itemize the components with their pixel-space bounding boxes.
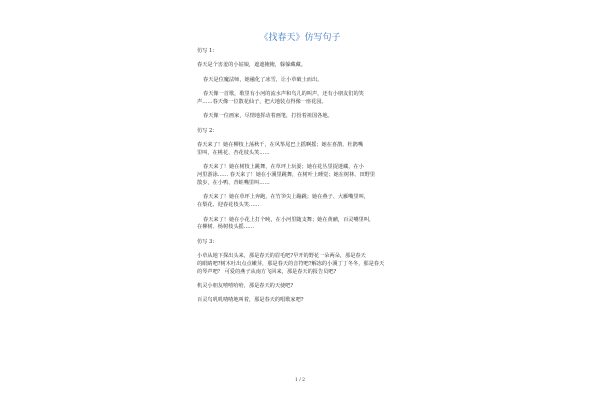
section-2: [197, 128, 417, 232]
page-number: 1 / 2: [294, 378, 306, 383]
paragraph-line: 春天像一位画家，尽情地挥动着画笔，打扮着祖国各地。: [203, 113, 333, 120]
paragraph-line: 里叫，在桃花、杏花枝头笑……: [197, 149, 270, 156]
paragraph-line: 声……春天像一位散花仙子，把大地装点得像一座花园。: [197, 98, 327, 105]
paragraph: [197, 194, 417, 209]
paragraph-line: 春天来了！她在树枝上跳舞，在草坪上玩耍；她在花丛里捉迷藏，在小: [203, 164, 364, 171]
section-heading: 仿写 2:: [197, 127, 215, 134]
paragraph: [197, 62, 417, 69]
paragraph: [197, 217, 417, 232]
paragraph-line: 春天来了！她在柳枝上荡秋千，在风筝尾巴上摇啊摇；她在喜鹊、杜鹃嘴: [197, 142, 364, 149]
paragraph: [197, 297, 417, 304]
paragraph-line: 春天像一首歌，歌里有小河的流水声和鸟儿的叫声，还有小朋友们的笑: [203, 91, 364, 98]
paragraph-line: 春天是位魔法师，她融化了冰雪，让小草破土而出。: [203, 76, 323, 83]
paragraph-line: 百灵鸟叽叽喳喳地叫着，那是春天的唱歌家吧?: [197, 297, 304, 304]
paragraph: [197, 253, 417, 276]
paragraph-line: 机灵小朋友嘻嘻哈哈，那是春天的天使吧?: [197, 283, 294, 290]
paragraph-line: 在柳树、杨树枝头摇……: [197, 224, 255, 231]
paragraph-line: 小草从地下探出头来，那是春天的眉毛吧?早开的野花一朵两朵，那是春天: [197, 253, 366, 260]
paragraph-line: 散步，在小鸭、青蛙嘴里叫……: [197, 179, 270, 186]
paragraph-line: 河里游泳…… 春天来了！她在小溪里跳舞，在树叶上睡觉；她在树林、田野里: [197, 172, 376, 179]
section-heading: 仿写 1:: [197, 48, 215, 54]
paragraph-line: 春天来了！她在草坪上奔跑，在竹笋尖上蹦跳；她在燕子、大雁嘴里叫，: [203, 194, 370, 201]
paragraph-line: 的眼睛吧?树木吐出点点嫩芽，那是春天的音符吧?解冻的小溪丁丁冬冬，那是春天: [197, 260, 385, 267]
section-3: [197, 239, 417, 305]
document-body: [197, 48, 417, 305]
section-heading: 仿写 3:: [197, 238, 215, 245]
paragraph: [197, 113, 417, 120]
paragraph: [197, 283, 417, 290]
paragraph: [197, 91, 417, 106]
section-1: [197, 48, 417, 121]
paragraph-line: 春天来了！她在小花上打个盹，在小河里随支舞；她在黄鹂，百灵嘴里叫，: [203, 216, 375, 223]
paragraph: [197, 164, 417, 187]
paragraph-line: 春天是个害羞的小姑娘，遮遮掩掩，躲躲藏藏。: [197, 62, 306, 69]
paragraph-line: 的琴声吧？ 可爱的燕子从南方飞回来，那是春天的报告员吧?: [197, 268, 337, 275]
paragraph: [197, 142, 417, 157]
paragraph: [197, 77, 417, 84]
document-title: 《找春天》仿写句子: [259, 33, 341, 43]
paragraph-line: 在梨花、迎春花枝头笑……: [197, 202, 260, 209]
